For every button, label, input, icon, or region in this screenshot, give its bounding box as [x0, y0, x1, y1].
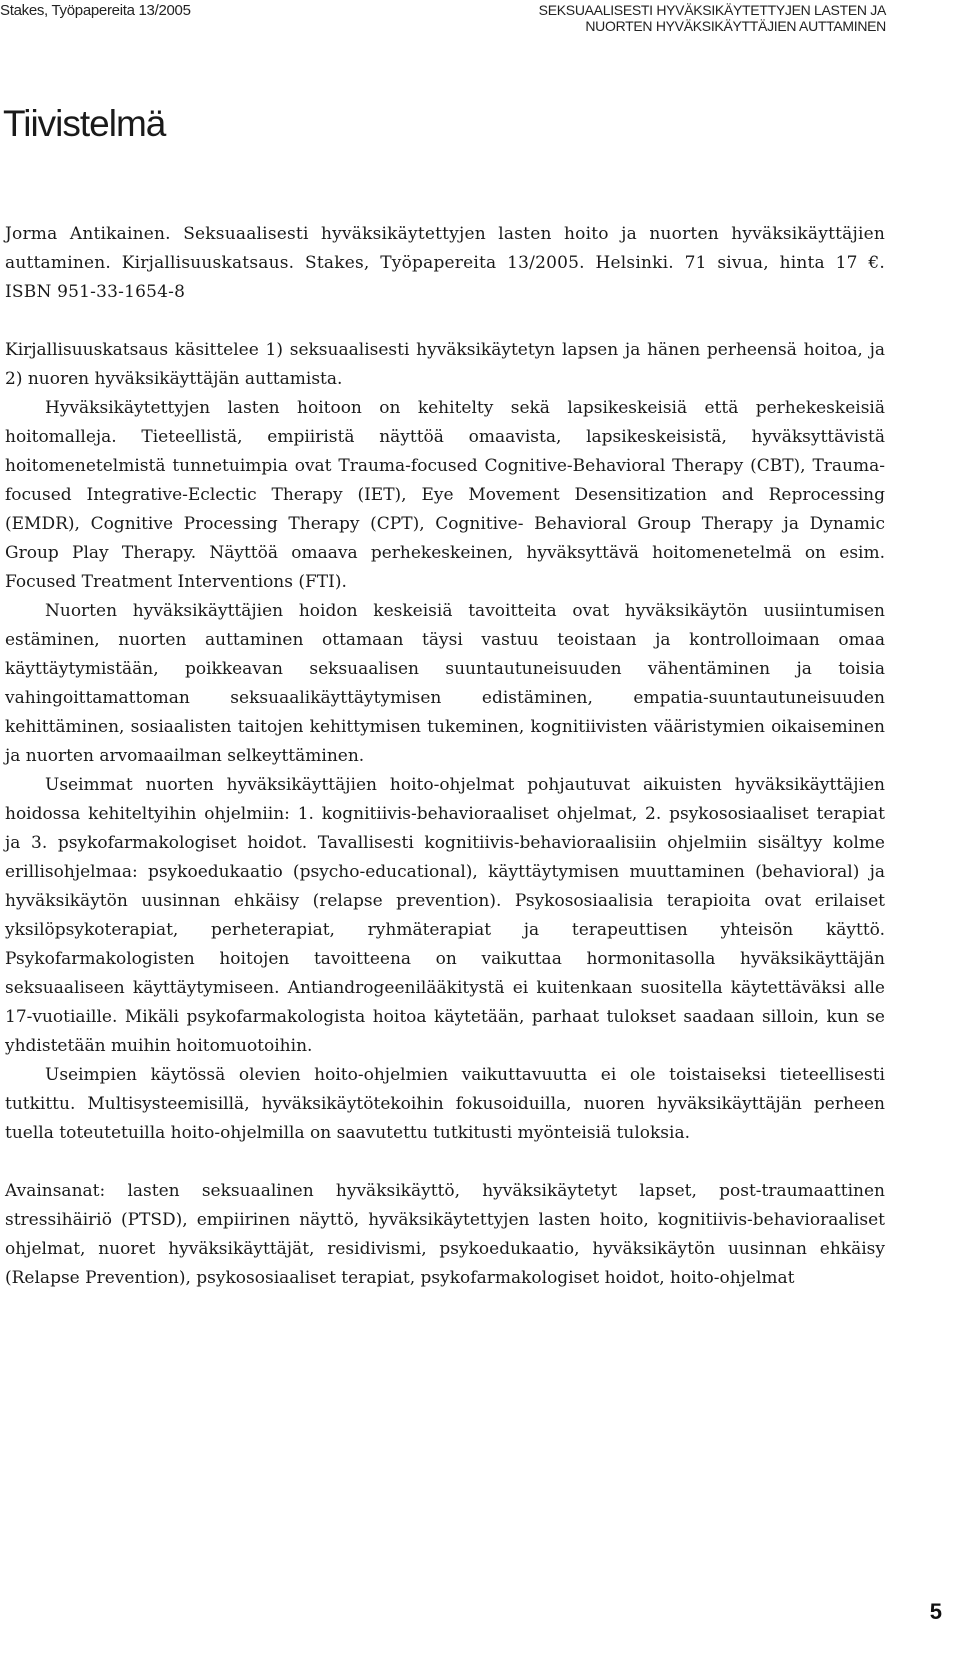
keywords-label: Avainsanat:	[5, 1181, 106, 1201]
paragraph-offender-goals: Nuorten hyväksikäyttäjien hoidon keskeisiä tavoitteita ovat hyväksikäytön uusiintumisen estäminen, nuorten auttaminen ottamaan täysi vastuu teoistaan ja kontrolloimaan omaa käyttäytymistään, poikkeavan seksuaalisen suuntautuneisuuden vähentäminen ja toisia vahingoittamattoman seksuaalikäyttäytymisen edistäminen, empatia-suuntautuneisuuden kehittäminen, sosiaalisten taitojen kehittymisen tukeminen, kognitiivisten vääristymien oikaiseminen ja nuorten arvomaailman selkeyttäminen.	[5, 601, 885, 766]
bibliographic-citation: Jorma Antikainen. Seksuaalisesti hyväksikäytettyjen lasten hoito ja nuorten hyväksikäyttäjien auttaminen. Kirjallisuuskatsaus. Stakes, Työpapereita 13/2005. Helsinki. 71 sivua, hinta 17 €. ISBN 951-33-1654-8	[5, 224, 885, 302]
running-header-right	[539, 2, 886, 34]
running-header-right-line1: SEKSUAALISESTI HYVÄKSIKÄYTETTYJEN LASTEN JA	[538, 2, 886, 18]
paragraph-effectiveness: Useimpien käytössä olevien hoito-ohjelmien vaikuttavuutta ei ole toistaiseksi tieteellisesti tutkittu. Multisysteemisillä, hyväksikäytötekoihin fokusoiduilla, nuoren hyväksikäyttäjän perheen tuella toteutetuilla hoito-ohjelmilla on saavutettu tutkitusti myönteisiä tuloksia.	[5, 1065, 885, 1143]
page-title: Tiivistelmä	[3, 103, 166, 144]
spacer	[5, 307, 885, 336]
running-header-left: Stakes, Työpapereita 13/2005	[0, 2, 191, 19]
page-number: 5	[929, 1599, 942, 1624]
paragraph-scope: Kirjallisuuskatsaus käsittelee 1) seksuaalisesti hyväksikäytetyn lapsen ja hänen perheensä hoitoa, ja 2) nuoren hyväksikäyttäjän auttamista.	[5, 340, 885, 389]
running-header-right-line2: NUORTEN HYVÄKSIKÄYTTÄJIEN AUTTAMINEN	[585, 18, 886, 34]
paragraph-child-treatment: Hyväksikäytettyjen lasten hoitoon on kehitelty sekä lapsikeskeisiä että perhekeskeisiä hoitomalleja. Tieteellistä, empiiristä näyttöä omaavista, lapsikeskeisistä, hyväksyttävistä hoitomenetelmistä tunnetuimpia ovat Trauma-focused Cognitive-Behavioral Therapy (CBT), Trauma-focused Integrative-Eclectic Therapy (IET), Eye Movement Desensitization and Reprocessing (EMDR), Cognitive Processing Therapy (CPT), Cognitive- Behavioral Group Therapy ja Dynamic Group Play Therapy. Näyttöä omaava perhekeskeinen, hyväksyttävä hoitomenetelmä on esim. Focused Treatment Interventions (FTI).	[5, 398, 885, 592]
keywords-text: lasten seksuaalinen hyväksikäyttö, hyväksikäytetyt lapset, post-traumaattinen stressihäiriö (PTSD), empiirinen näyttö, hyväksikäytettyjen lasten hoito, kognitiivis-behavioraaliset ohjelmat, nuoret hyväksikäyttäjät, residivismi, psykoedukaatio, hyväksikäytön uusinnan ehkäisy (Relapse Prevention), psykososiaaliset terapiat, psykofarmakologiset hoidot, hoito-ohjelmat	[5, 1181, 886, 1288]
abstract-body	[5, 220, 885, 1293]
keywords	[5, 1177, 885, 1293]
spacer	[5, 1148, 885, 1177]
paragraph-offender-programs: Useimmat nuorten hyväksikäyttäjien hoito-ohjelmat pohjautuvat aikuisten hyväksikäyttäjien hoidossa kehiteltyihin ohjelmiin: 1. kognitiivis-behavioraaliset ohjelmat, 2. psykososiaaliset terapiat ja 3. psykofarmakologiset hoidot. Tavallisesti kognitiivis-behavioraalisiin ohjelmiin sisältyy kolme erillisohjelmaa: psykoedukaatio (psycho-educational), käyttäytymisen muuttaminen (behavioral) ja hyväksikäytön uusinnan ehkäisy (relapse prevention). Psykososiaalisia terapioita ovat erilaiset yksilöpsykoterapiat, perheterapiat, ryhmäterapiat ja terapeuttisen yhteisön käyttö. Psykofarmakologisten hoitojen tavoitteena on vaikuttaa hormonitasolla hyväksikäyttäjän seksuaaliseen käyttäytymiseen. Antiandrogeenilääkitystä ei kuitenkaan suositella käytettäväksi alle 17-vuotiaille. Mikäli psykofarmakologista hoitoa käytetään, parhaat tulokset saadaan silloin, kun se yhdistetään muihin hoitomuotoihin.	[5, 775, 885, 1056]
